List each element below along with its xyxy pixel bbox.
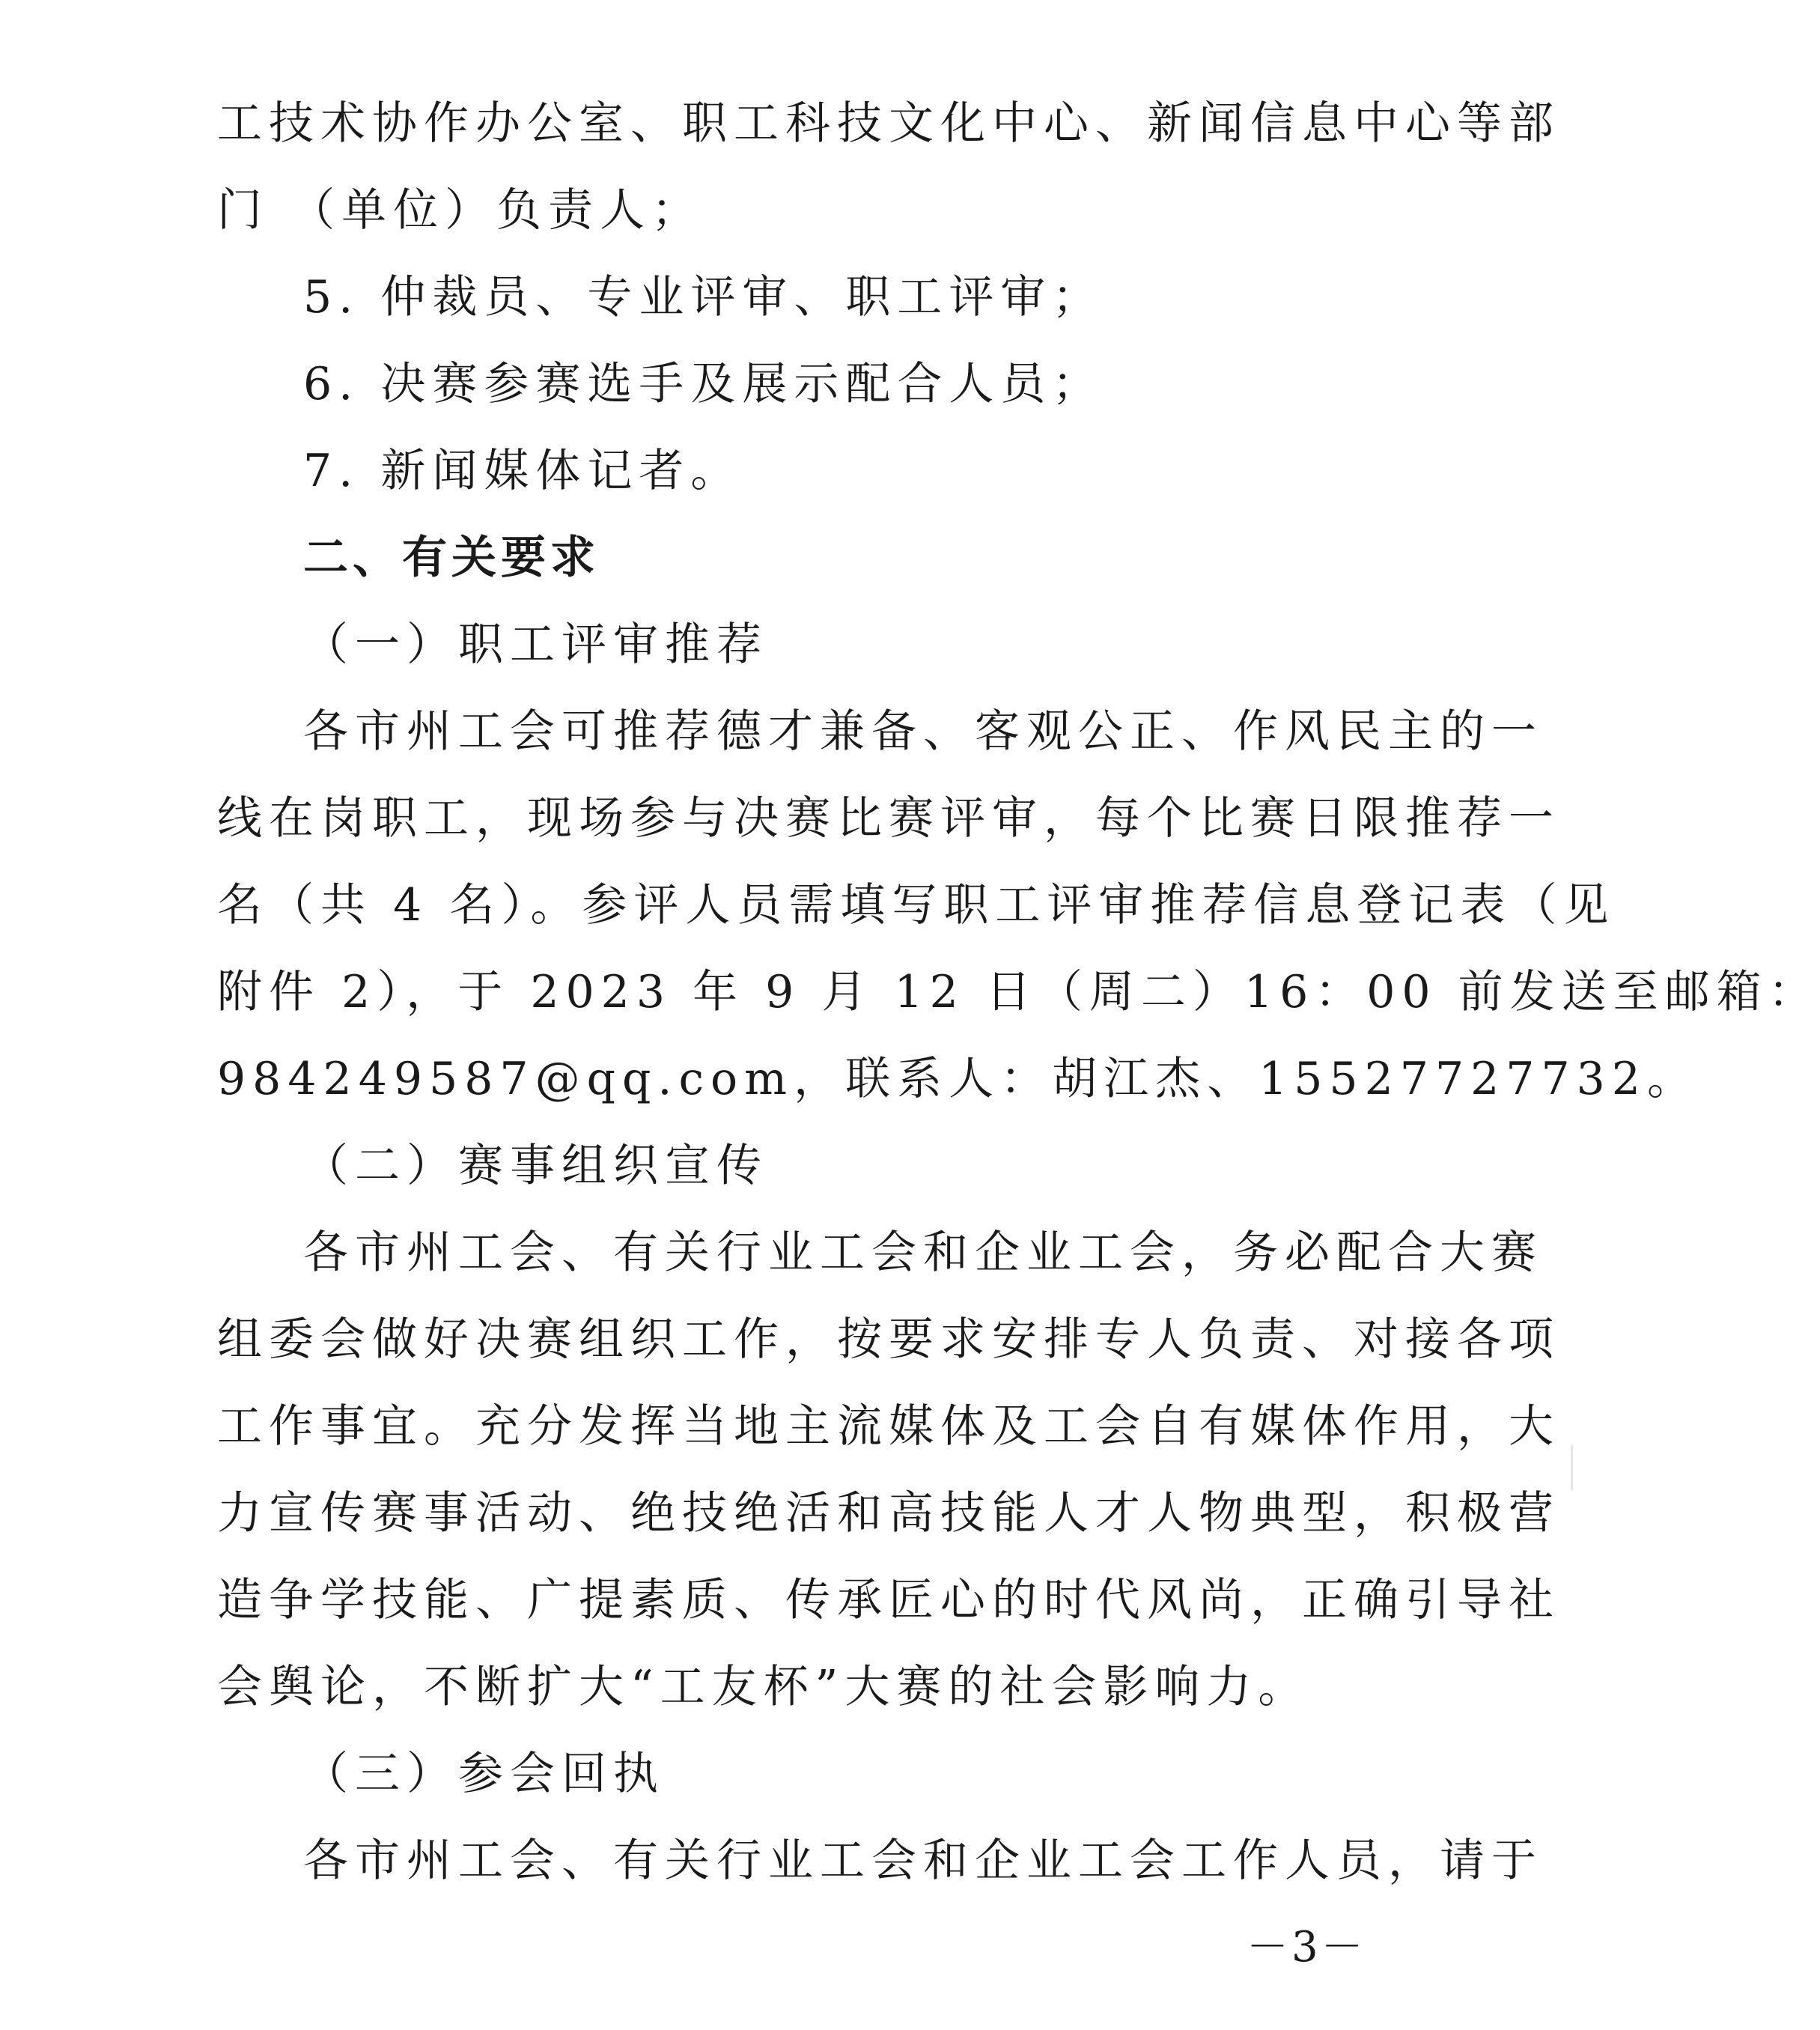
body-text-line: 工作事宜。充分发挥当地主流媒体及工会自有媒体作用，大 bbox=[217, 1400, 1560, 1453]
body-text-line: 力宣传赛事活动、绝技绝活和高技能人才人物典型，积极营 bbox=[217, 1487, 1560, 1540]
contact-line: 984249587@qq.com，联系人：胡江杰、15527727732。 bbox=[217, 1053, 1699, 1105]
body-text-line: 附件 2），于 2023 年 9 月 12 日（周二）16：00 前发送至邮箱： bbox=[217, 966, 1820, 1018]
body-text-line: 工技术协作办公室、职工科技文化中心、新闻信息中心等部 bbox=[217, 97, 1560, 150]
subsection-heading-1: （一）职工评审推荐 bbox=[303, 619, 768, 671]
body-text-line: 门 （单位）负责人； bbox=[217, 184, 704, 237]
list-item-6: 6. 决赛参赛选手及展示配合人员； bbox=[303, 358, 1104, 410]
paragraph-first-line: 各市州工会可推荐德才兼备、客观公正、作风民主的一 bbox=[303, 705, 1543, 758]
paragraph-first-line: 各市州工会、有关行业工会和企业工会，务必配合大赛 bbox=[303, 1227, 1543, 1279]
body-text-line: 会舆论，不断扩大“工友杯”大赛的社会影响力。 bbox=[217, 1661, 1310, 1713]
paragraph-first-line: 各市州工会、有关行业工会和企业工会工作人员，请于 bbox=[303, 1835, 1543, 1887]
list-item-7: 7. 新闻媒体记者。 bbox=[303, 445, 743, 497]
scan-edge-mark bbox=[1571, 1445, 1573, 1490]
body-text-line: 组委会做好决赛组织工作，按要求安排专人负责、对接各项 bbox=[217, 1313, 1560, 1366]
subsection-heading-2: （二）赛事组织宣传 bbox=[303, 1140, 768, 1192]
body-text-line: 造争学技能、广提素质、传承匠心的时代风尚，正确引导社 bbox=[217, 1574, 1560, 1626]
subsection-heading-3: （三）参会回执 bbox=[303, 1748, 665, 1800]
body-text-line: 名（共 4 名）。参评人员需填写职工评审推荐信息登记表（见 bbox=[217, 879, 1616, 932]
list-item-5: 5. 仲裁员、专业评审、职工评审； bbox=[303, 271, 1104, 323]
page-number: －3－ bbox=[1247, 1923, 1366, 1972]
body-text-line: 线在岗职工，现场参与决赛比赛评审，每个比赛日限推荐一 bbox=[217, 792, 1560, 845]
section-heading: 二、有关要求 bbox=[303, 532, 600, 584]
